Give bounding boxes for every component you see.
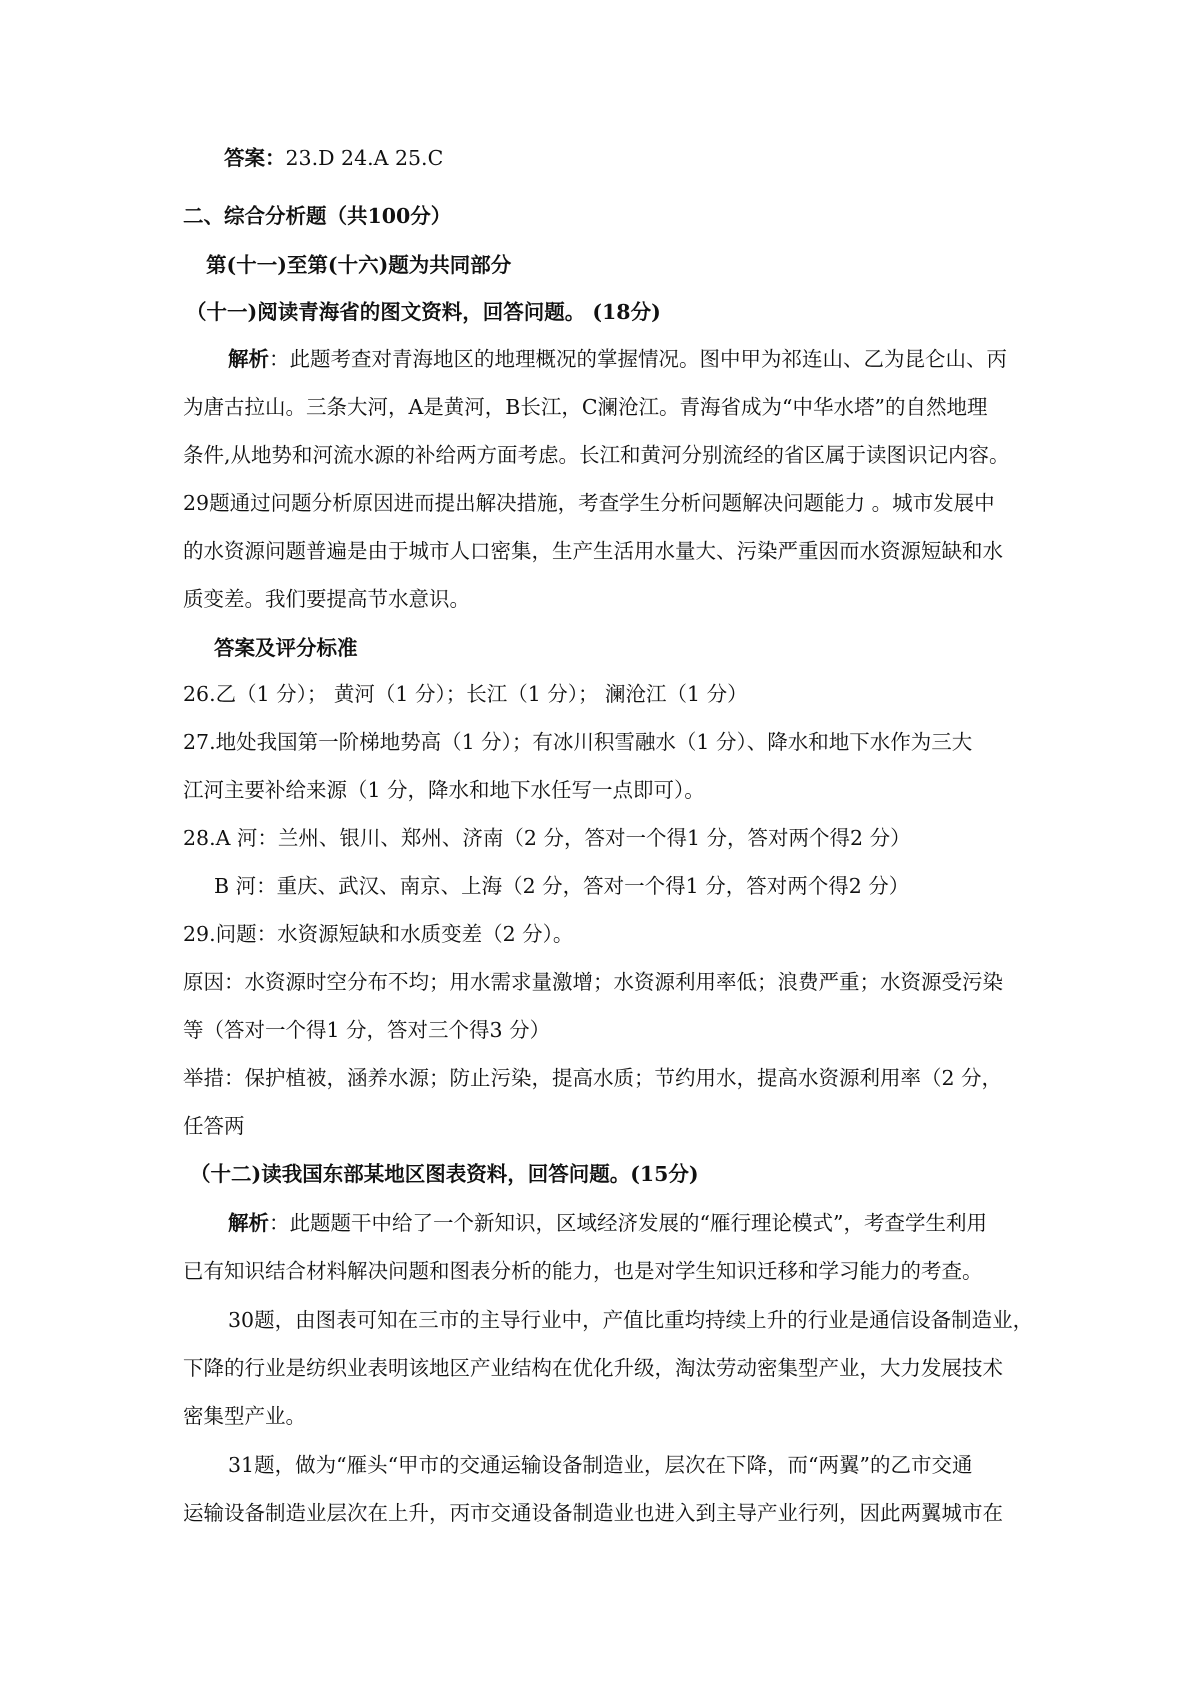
q12-analysis-line — [228, 1209, 987, 1237]
q11-answer-line: 29.问题：水资源短缺和水质变差（2 分）。 — [183, 922, 574, 946]
common-part-heading: 第(十一)至第(十六)题为共同部分 — [206, 253, 512, 277]
q11-answer-line: 26.乙（1 分）； 黄河（1 分）；长江（1 分）； 澜沧江（1 分） — [183, 682, 748, 706]
q12-p30-line: 30题，由图表可知在三市的主导行业中，产值比重均持续上升的行业是通信设备制造业， — [228, 1308, 1034, 1332]
q11-score-title: 答案及评分标准 — [214, 636, 358, 660]
q11-title: （十一)阅读青海省的图文资料，回答问题。 (18分) — [186, 300, 661, 324]
q11-analysis-line: 质变差。我们要提高节水意识。 — [183, 587, 470, 611]
q11-answer-line: 等（答对一个得1 分，答对三个得3 分） — [183, 1018, 551, 1042]
q11-analysis-text: ：此题考查对青海地区的地理概况的掌握情况。图中甲为祁连山、乙为昆仑山、丙 — [269, 347, 1007, 371]
q11-answer-line: B 河：重庆、武汉、南京、上海（2 分，答对一个得1 分，答对两个得2 分） — [214, 874, 910, 898]
q11-answer-line: 任答两 — [183, 1114, 245, 1138]
q12-analysis-line: 已有知识结合材料解决问题和图表分析的能力，也是对学生知识迁移和学习能力的考查。 — [183, 1259, 983, 1283]
q11-answer-line: 27.地处我国第一阶梯地势高（1 分）；有冰川积雪融水（1 分）、降水和地下水作为三大 — [183, 730, 973, 754]
section-heading: 二、综合分析题（共100分） — [183, 204, 452, 228]
q11-answer-line: 28.A 河：兰州、银川、郑州、济南（2 分，答对一个得1 分，答对两个得2 分） — [183, 826, 911, 850]
q11-analysis-line: 29题通过问题分析原因进而提出解决措施，考查学生分析问题解决问题能力 。城市发展中 — [183, 491, 995, 515]
q12-analysis-label: 解析 — [228, 1211, 269, 1235]
q12-p31-line: 运输设备制造业层次在上升，丙市交通设备制造业也进入到主导产业行列，因此两翼城市在 — [183, 1501, 1003, 1525]
q11-analysis-label: 解析 — [228, 347, 269, 371]
q12-p30-line: 密集型产业。 — [183, 1404, 306, 1428]
q11-analysis-line: 的水资源问题普遍是由于城市人口密集，生产生活用水量大、污染严重因而水资源短缺和水 — [183, 539, 1003, 563]
q11-answer-line: 举措：保护植被，涵养水源；防止污染，提高水质；节约用水，提高水资源利用率（2 分， — [183, 1066, 1003, 1090]
q12-p30-line: 下降的行业是纺织业表明该地区产业结构在优化升级，淘汰劳动密集型产业，大力发展技术 — [183, 1356, 1003, 1380]
q12-title: （十二)读我国东部某地区图表资料，回答问题。(15分) — [190, 1162, 699, 1186]
q11-answer-line: 原因：水资源时空分布不均；用水需求量激增；水资源利用率低；浪费严重；水资源受污染 — [183, 970, 1003, 994]
q11-analysis-line — [228, 345, 1007, 373]
q11-analysis-line: 条件,从地势和河流水源的补给两方面考虑。长江和黄河分别流经的省区属于读图识记内容。 — [183, 443, 1010, 467]
answer-label: 答案： — [224, 146, 286, 170]
answer-line — [224, 144, 443, 172]
q11-analysis-line: 为唐古拉山。三条大河，A是黄河，B长江，C澜沧江。青海省成为“中华水塔”的自然地理 — [183, 395, 988, 419]
q11-answer-line: 江河主要补给来源（1 分，降水和地下水任写一点即可）。 — [183, 778, 705, 802]
q12-p31-line: 31题，做为“雁头“甲市的交通运输设备制造业，层次在下降，而“两翼”的乙市交通 — [228, 1453, 973, 1477]
q12-analysis-text: ：此题题干中给了一个新知识，区域经济发展的“雁行理论模式”，考查学生利用 — [269, 1211, 987, 1235]
answer-values: 23.D 24.A 25.C — [285, 146, 444, 170]
